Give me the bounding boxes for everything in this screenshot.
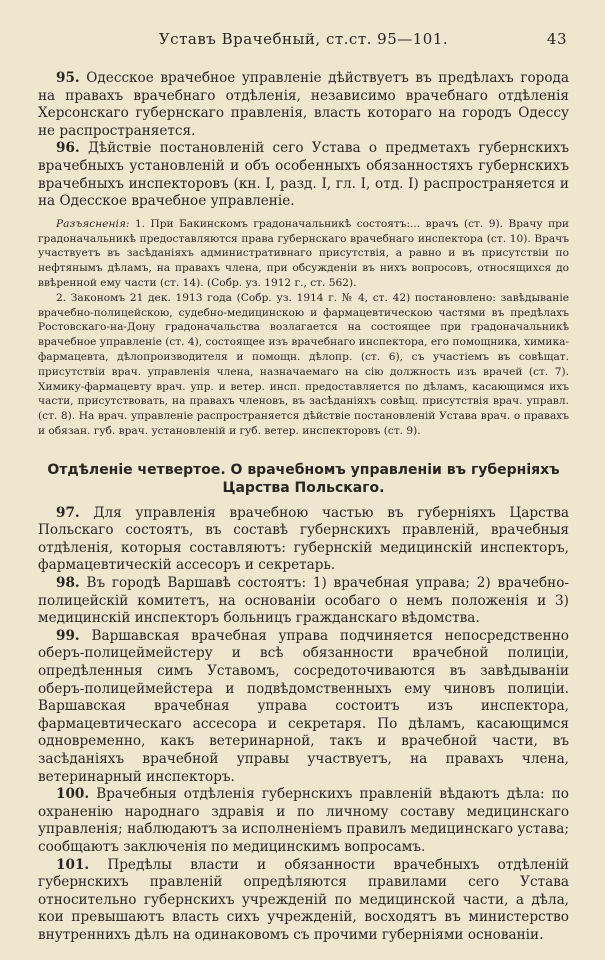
- article-97: [38, 505, 569, 575]
- explanation-1: [38, 217, 569, 291]
- article-text: Для управленiя врачебною частью въ губернiяхъ Царства Польскаго состоятъ, въ составѣ губернскихъ правленiй, врачебныя отдѣленiя, которыя составляютъ: губернскiй медицинскiй инспекторъ, фармацевтическiй ассесоръ и секретарь.: [38, 504, 569, 574]
- explanation-text: 1. При Бакинскомъ градоначальникѣ состоятъ:... врачъ (ст. 9). Врачу при градоначальникѣ предоставляются права губернскаго врачебнаго инспектора (ст. 10). Врачъ участвуетъ въ засѣданiяхъ административнаго присутствiя, а равно и въ присутствiи по нефтянымъ дѣламъ, на правахъ члена, при обсужденiи въ нихъ вопросовъ, относящихся до ввѣренной ему части (ст. 14). (Собр. уз. 1912 г., ст. 562).: [38, 217, 569, 289]
- article-number: 99.: [56, 627, 80, 644]
- explanations-label: Разъясненiя:: [56, 217, 130, 230]
- article-100: [38, 786, 569, 856]
- page-content: [38, 70, 569, 945]
- running-title: Уставъ Врачебный, ст.ст. 95—101.: [158, 30, 449, 48]
- article-101: [38, 857, 569, 945]
- article-95: [38, 70, 569, 140]
- article-text: Предѣлы власти и обязанности врачебныхъ отдѣленiй губернскихъ правленiй опредѣляются правилами сего Устава относительно губернскихъ учрежденiй по медицинской части, а дѣла, кои превышаютъ власть сихъ учрежденiй, восходятъ въ министерство внутреннихъ дѣлъ на одинаковомъ съ прочими губернiями основанiи.: [38, 856, 569, 943]
- page-header: [38, 30, 569, 54]
- article-98: [38, 575, 569, 628]
- article-number: 100.: [56, 786, 90, 803]
- page-number: 43: [546, 30, 567, 48]
- article-text: Въ городѣ Варшавѣ состоятъ: 1) врачебная управа; 2) врачебно-полицейскiй комитетъ, на основанiи особаго о немъ положенiя и 3) медицинскiй инспекторъ больницъ гражданскаго вѣдомства.: [38, 575, 569, 627]
- article-99: [38, 628, 569, 786]
- article-number: 95.: [56, 70, 80, 86]
- article-text: Одесское врачебное управленiе дѣйствуетъ въ предѣлахъ города на правахъ врачебнаго отдѣленiя, независимо врачебнаго отдѣленiя Херсонскаго губернскаго правленiя, власть котораго на городъ Одессу не распространяется.: [38, 70, 570, 139]
- article-number: 96.: [56, 140, 80, 157]
- explanation-2: 2. Закономъ 21 дек. 1913 года (Собр. уз. 1914 г. № 4, ст. 42) постановлено: завѣдыванiе врачебно-полицейскою, судебно-медицинскою и фармацевтическою частями въ предѣлахъ Ростовскаго-на-Дону градоначальства возлагается на состоящее при градоначальникѣ врачебное управленiе (ст. 4), состоящее изъ врачебнаго инспектора, его помощника, химика-фармацевта, дѣлопроизводителя и помощн. дѣлопр. (ст. 6), съ участiемъ въ совѣщат. присутствiи врач. управленiя члена, назначаемаго на сiю должность изъ врачей (ст. 7). Химику-фармацевту врач. упр. и ветер. инсп. предоставляется по дѣламъ, касающимся ихъ части, присутствовать, на правахъ членовъ, въ засѣданiяхъ совѣщ. присутствiя врач. управл. (ст. 8). На врач. управленiе распространяется дѣйствiе постановленiй Устава врач. о правахъ и обязан. губ. врач. установленiй и губ. ветер. инспекторовъ (ст. 9).: [38, 291, 569, 437]
- article-text: Дѣйствiе постановленiй сего Устава о предметахъ губернскихъ врачебныхъ установленiй и объ особенныхъ обязанностяхъ губернскихъ врачебныхъ инспекторовъ (кн. I, разд. I, гл. I, отд. I) распространяется и на Одесское врачебное управленiе.: [38, 140, 569, 210]
- article-number: 101.: [56, 856, 90, 873]
- article-96: [38, 140, 569, 210]
- section-title: Отдѣленiе четвертое. О врачебномъ управленiи въ губернiяхъ Царства Польскаго.: [47, 461, 560, 496]
- article-number: 98.: [56, 575, 80, 592]
- article-text: Врачебныя отдѣленiя губернскихъ правленiй вѣдаютъ дѣла: по охраненiю народнаго здравiя и по личному составу медицинскаго управленiя; наблюдаютъ за исполненiемъ правилъ медицинскаго устава; сообщаютъ заключенiя по медицинскимъ вопросамъ.: [38, 786, 569, 855]
- article-number: 97.: [56, 504, 80, 521]
- article-text: Варшавская врачебная управа подчиняется непосредственно оберъ-полицеймейстеру и всѣ обязанности врачебной полицiи, опредѣленныя симъ Уставомъ, сосредоточиваются въ завѣдыванiи оберъ-полицеймейстера и подвѣдомственныхъ ему чиновъ полицiи. Варшавская врачебная управа состоитъ изъ инспектора, фармацевтическаго ассесора и секретаря. По дѣламъ, касающимся одновременно, какъ ветеринарной, такъ и врачебной части, въ засѣданiяхъ врачебной управы участвуетъ, на правахъ члена, ветеринарный инспекторъ.: [38, 627, 569, 785]
